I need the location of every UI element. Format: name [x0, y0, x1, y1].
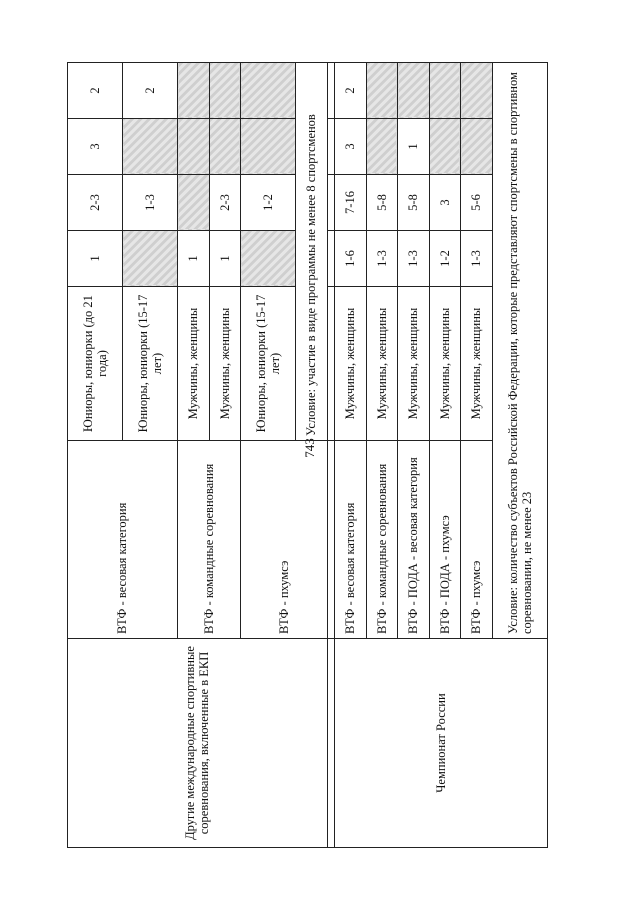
sex-age-cell: Мужчины, женщины	[178, 287, 210, 441]
blurred-value-cell	[366, 63, 398, 119]
condition-cell: Условие: участие в виде программы не менее 8 спортсменов	[296, 63, 328, 441]
value-cell: 3	[68, 119, 123, 175]
blurred-value-cell	[178, 63, 210, 119]
blurred-value-cell	[178, 119, 210, 175]
value-cell: 7-16	[334, 175, 366, 231]
sports-ranking-table	[67, 62, 548, 848]
separator-cell	[327, 63, 334, 119]
section-separator	[327, 63, 334, 848]
discipline-cell: ВТФ - ПОДА - весовая категория	[398, 441, 430, 639]
sex-age-cell: Юниоры, юниорки (до 21 года)	[68, 287, 123, 441]
value-cell: 1	[398, 119, 430, 175]
blurred-value-cell	[429, 63, 461, 119]
value-cell: 3	[429, 175, 461, 231]
value-cell: 1-2	[241, 175, 296, 231]
blurred-value-cell	[123, 231, 178, 287]
value-cell: 2-3	[209, 175, 241, 231]
sex-age-cell: Мужчины, женщины	[366, 287, 398, 441]
blurred-value-cell	[461, 119, 493, 175]
value-cell: 3	[334, 119, 366, 175]
value-cell: 2	[123, 63, 178, 119]
value-cell: 1-2	[429, 231, 461, 287]
sex-age-cell: Юниоры, юниорки (15-17 лет)	[241, 287, 296, 441]
sex-age-cell: Мужчины, женщины	[209, 287, 241, 441]
rotated-table-wrapper	[67, 72, 548, 848]
blurred-value-cell	[429, 119, 461, 175]
discipline-cell: ВТФ - ПОДА - пхумсэ	[429, 441, 461, 639]
value-cell: 5-8	[398, 175, 430, 231]
separator-cell	[327, 287, 334, 441]
value-cell: 2	[68, 63, 123, 119]
discipline-cell: ВТФ - весовая категория	[334, 441, 366, 639]
value-cell: 1-6	[334, 231, 366, 287]
blurred-value-cell	[398, 63, 430, 119]
blurred-value-cell	[241, 119, 296, 175]
discipline-cell: ВТФ - весовая категория	[68, 441, 178, 639]
value-cell: 5-6	[461, 175, 493, 231]
value-cell: 1-3	[366, 231, 398, 287]
value-cell: 1	[209, 231, 241, 287]
page-number: 743	[301, 438, 317, 458]
value-cell: 2	[334, 63, 366, 119]
separator-cell	[327, 119, 334, 175]
value-cell: 2-3	[68, 175, 123, 231]
table-row	[68, 63, 123, 848]
value-cell: 5-8	[366, 175, 398, 231]
separator-cell	[327, 231, 334, 287]
discipline-cell: ВТФ - командные соревнования	[178, 441, 241, 639]
discipline-cell: ВТФ - командные соревнования	[366, 441, 398, 639]
blurred-value-cell	[209, 63, 241, 119]
discipline-cell: ВТФ - пхумсэ	[461, 441, 493, 639]
value-cell: 1	[68, 231, 123, 287]
separator-cell	[327, 441, 334, 639]
sex-age-cell: Мужчины, женщины	[334, 287, 366, 441]
table-row	[334, 63, 366, 848]
blurred-value-cell	[209, 119, 241, 175]
blurred-value-cell	[241, 63, 296, 119]
blurred-value-cell	[241, 231, 296, 287]
separator-cell	[327, 639, 334, 848]
value-cell: 1-3	[123, 175, 178, 231]
condition-cell: Условие: количество субъектов Российской Федерации, которые представляют спортсмены в спортивном соревновании, не менее 23	[492, 63, 547, 639]
separator-cell	[327, 175, 334, 231]
blurred-value-cell	[366, 119, 398, 175]
blurred-value-cell	[461, 63, 493, 119]
value-cell: 1	[178, 231, 210, 287]
sex-age-cell: Мужчины, женщины	[429, 287, 461, 441]
sex-age-cell: Юниоры, юниорки (15-17 лет)	[123, 287, 178, 441]
blurred-value-cell	[123, 119, 178, 175]
value-cell: 1-3	[398, 231, 430, 287]
sex-age-cell: Мужчины, женщины	[461, 287, 493, 441]
sex-age-cell: Мужчины, женщины	[398, 287, 430, 441]
blurred-value-cell	[178, 175, 210, 231]
competition-cell: Другие международные спортивные соревнования, включенные в ЕКП	[68, 639, 328, 848]
competition-cell: Чемпионат России	[334, 639, 547, 848]
value-cell: 1-3	[461, 231, 493, 287]
discipline-cell: ВТФ - пхумсэ	[241, 441, 328, 639]
